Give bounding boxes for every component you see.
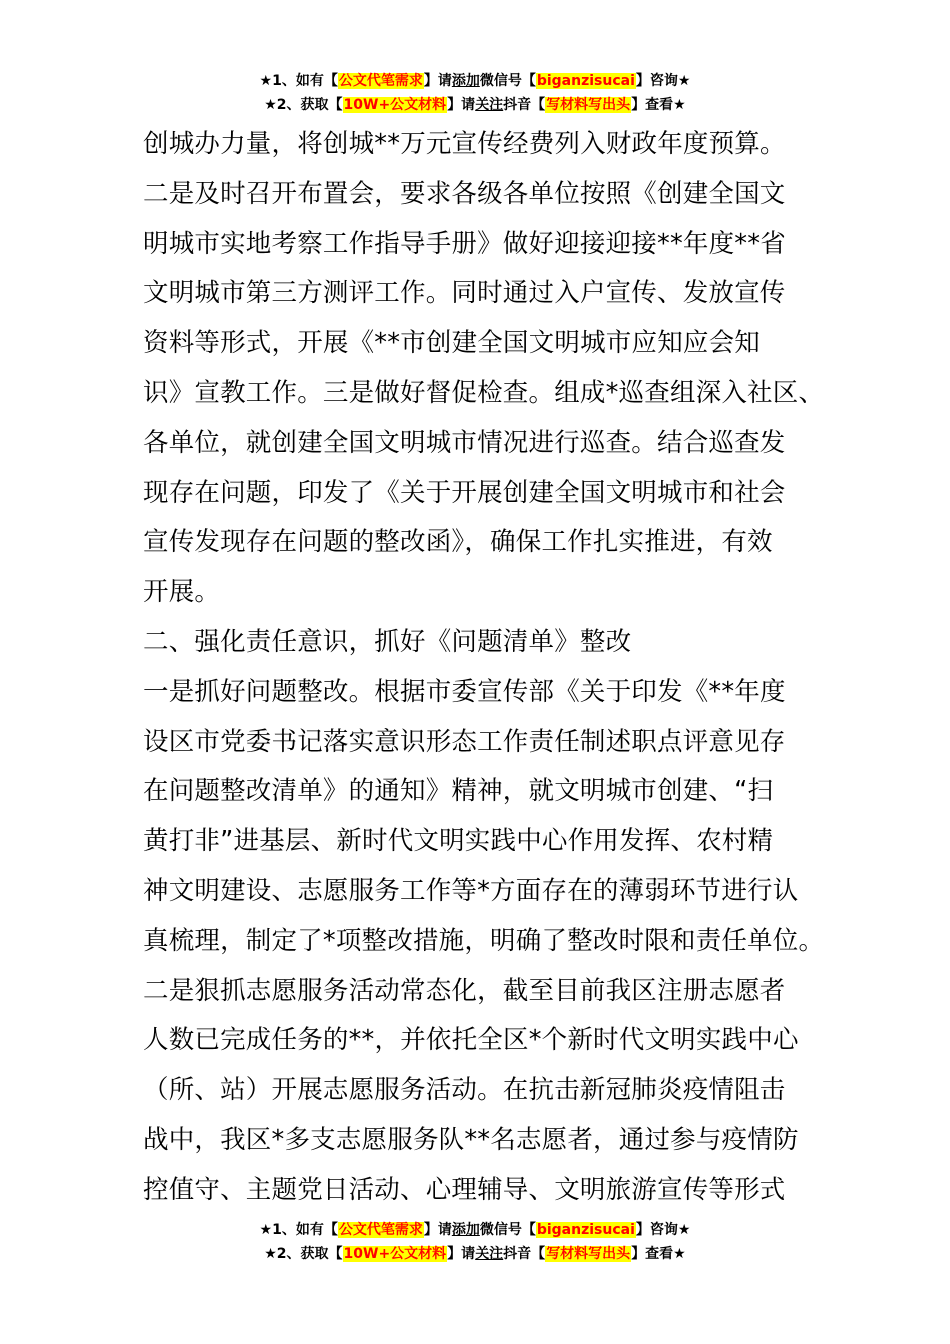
banner-underlined-text: 关注 xyxy=(475,1246,504,1262)
body-line: 资料等形式，开展《**市创建全国文明城市应知应会知 xyxy=(143,328,761,359)
banner-text: 】咨询★ xyxy=(635,1222,691,1238)
banner-highlight: 写材料写出头 xyxy=(546,97,631,113)
banner-text: 】请 xyxy=(423,1222,452,1238)
body-line: 文明城市第三方测评工作。同时通过入户宣传、发放宣传 xyxy=(143,278,786,309)
body-line: （所、站）开展志愿服务活动。在抗击新冠肺炎疫情阻击 xyxy=(143,1075,786,1106)
body-line: 开展。 xyxy=(143,577,221,608)
banner-underlined-text: 添加 xyxy=(451,1222,480,1238)
banner-text: 】请 xyxy=(423,73,452,89)
body-line: 现存在问题，印发了《关于开展创建全国文明城市和社会 xyxy=(143,477,786,508)
banner-text: 】请 xyxy=(447,1246,476,1262)
header-banner-line-1 xyxy=(0,69,950,93)
body-line: 识》宣教工作。三是做好督促检查。组成*巡查组深入社区、 xyxy=(143,377,825,408)
body-line: 战中，我区*多支志愿服务队**名志愿者，通过参与疫情防 xyxy=(143,1124,799,1155)
banner-highlight: 10W+公文材料 xyxy=(343,97,447,113)
banner-highlight: 10W+公文材料 xyxy=(343,1246,447,1262)
body-line: 真梳理，制定了*项整改措施，明确了整改时限和责任单位。 xyxy=(143,925,825,956)
banner-highlight: 公文代笔需求 xyxy=(338,73,423,89)
banner-highlight: 写材料写出头 xyxy=(546,1246,631,1262)
banner-highlight: biganzisucai xyxy=(536,1222,635,1238)
banner-text: ★2、获取【 xyxy=(264,97,343,113)
banner-text: 】咨询★ xyxy=(635,73,691,89)
body-line: 创城办力量，将创城**万元宣传经费列入财政年度预算。 xyxy=(143,129,786,159)
banner-highlight: biganzisucai xyxy=(536,73,635,89)
footer-banner xyxy=(0,1218,950,1266)
banner-text: 】请 xyxy=(447,97,476,113)
banner-text: ★2、获取【 xyxy=(264,1246,343,1262)
banner-text: 抖音【 xyxy=(503,1246,546,1262)
banner-text: 】查看★ xyxy=(631,1246,686,1262)
banner-text: ★1、如有【 xyxy=(259,1222,338,1238)
body-line: 控值守、主题党日活动、心理辅导、文明旅游宣传等形式 xyxy=(143,1174,786,1205)
body-line: 二是狠抓志愿服务活动常态化，截至目前我区注册志愿者 xyxy=(143,975,786,1006)
body-line: 宣传发现存在问题的整改函》，确保工作扎实推进，有效 xyxy=(143,527,773,558)
body-line: 设区市党委书记落实意识形态工作责任制述职点评意见存 xyxy=(143,726,786,757)
header-banner xyxy=(0,69,950,117)
header-banner-line-2 xyxy=(0,93,950,117)
body-line: 人数已完成任务的**，并依托全区*个新时代文明实践中心 xyxy=(143,1025,799,1056)
body-line: 神文明建设、志愿服务工作等*方面存在的薄弱环节进行认 xyxy=(143,875,799,906)
section-heading: 二、强化责任意识，抓好《问题清单》整改 xyxy=(143,626,632,657)
banner-text: 】查看★ xyxy=(631,97,686,113)
body-line: 明城市实地考察工作指导手册》做好迎接迎接**年度**省 xyxy=(143,228,786,259)
banner-text: 微信号【 xyxy=(479,1222,536,1238)
body-line: 在问题整改清单》的通知》精神，就文明城市创建、“扫 xyxy=(143,776,774,807)
footer-banner-line-1 xyxy=(0,1218,950,1242)
document-body xyxy=(143,120,833,1216)
body-line: 黄打非”进基层、新时代文明实践中心作用发挥、农村精 xyxy=(143,826,774,857)
body-line: 各单位，就创建全国文明城市情况进行巡查。结合巡查发 xyxy=(143,427,786,458)
banner-highlight: 公文代笔需求 xyxy=(338,1222,423,1238)
banner-text: 抖音【 xyxy=(503,97,546,113)
footer-banner-line-2 xyxy=(0,1242,950,1266)
banner-text: ★1、如有【 xyxy=(259,73,338,89)
body-line: 二是及时召开布置会，要求各级各单位按照《创建全国文 xyxy=(143,178,786,209)
banner-underlined-text: 添加 xyxy=(451,73,480,89)
banner-underlined-text: 关注 xyxy=(475,97,504,113)
body-line: 一是抓好问题整改。根据市委宣传部《关于印发《**年度 xyxy=(143,676,786,707)
banner-text: 微信号【 xyxy=(479,73,536,89)
